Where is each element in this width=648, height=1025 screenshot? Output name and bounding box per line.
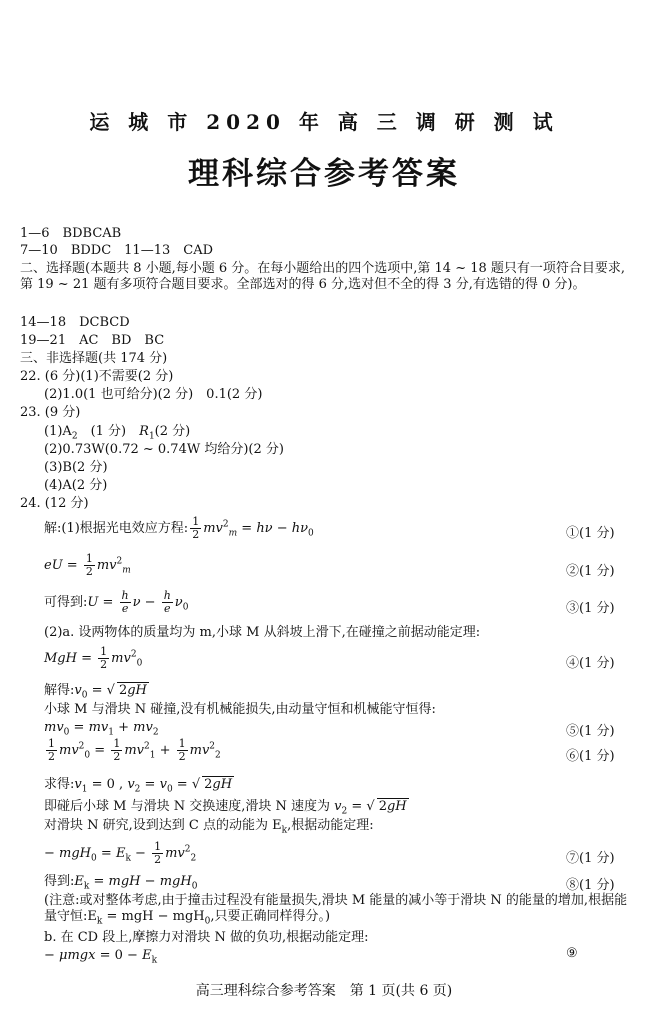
score-mark-7: ⑦(1 分) bbox=[566, 851, 615, 866]
q24-step3: 可得到:U = $\frac{h}{e}$ ν − $\frac{h}{e}$ $\nu_0$ bbox=[44, 589, 189, 615]
answer-line-14-18: 14—18 DCBCD bbox=[20, 315, 130, 330]
q23-heading: 23. (9 分) bbox=[20, 405, 81, 420]
score-mark-2: ②(1 分) bbox=[566, 564, 615, 579]
q24-step16: b. 在 CD 段上,摩擦力对滑块 N 做的负功,根据动能定理: bbox=[44, 930, 369, 945]
q23-line-2: (2)0.73W(0.72 ~ 0.74W 均给分)(2 分) bbox=[44, 442, 284, 457]
q24-step12: 对滑块 N 研究,设到达到 C 点的动能为 $E_k$,根据动能定理: bbox=[44, 818, 374, 836]
score-mark-1: ①(1 分) bbox=[566, 526, 615, 541]
q23-line-4: (4)A(2 分) bbox=[44, 478, 108, 493]
q23-part1-score: (1 分) bbox=[90, 424, 127, 439]
exam-title: 运 城 市 2020 年 高 三 调 研 测 试 bbox=[89, 110, 559, 134]
score-mark-5: ⑤(1 分) bbox=[566, 724, 615, 739]
q24-step14: 得到$:E_k$ = mgH − mgH$_0$ bbox=[44, 874, 198, 892]
step12-text-b: ,根据动能定理: bbox=[287, 818, 374, 833]
answer-line-1-6: 1—6 BDBCAB bbox=[20, 226, 122, 241]
step6-text: 解得: bbox=[44, 683, 75, 698]
step1-text: 解:(1)根据光电效应方程: bbox=[44, 521, 189, 536]
q24-step1: 解:(1)根据光电效应方程: $\frac{1}{2}$ $mv^2_m = h\nu - h\nu_0$ bbox=[44, 515, 314, 541]
section-three-heading: 三、非选择题(共 174 分) bbox=[20, 351, 168, 366]
score-mark-6: ⑥(1 分) bbox=[566, 749, 615, 764]
note-text-a: (注意:或对整体考虑,由于撞击过程没有能量损失,滑块 M 能量的减小等于滑块 N 的能量的增加,根据能量守恒:E bbox=[44, 893, 628, 924]
q22-line-1: 22. (6 分)(1)不需要(2 分) bbox=[20, 369, 174, 384]
q24-heading: 24. (12 分) bbox=[20, 496, 89, 511]
page-footer: 高三理科综合参考答案 第 1 页(共 6 页) bbox=[195, 983, 453, 999]
step10-text: 求得: bbox=[44, 777, 75, 792]
answer-line-19-21: 19—21 AC BD BC bbox=[20, 333, 165, 348]
note-text-c: ,只要正确同样得分。) bbox=[210, 909, 331, 924]
step3-text: 可得到: bbox=[44, 595, 88, 610]
score-mark-8: ⑧(1 分) bbox=[566, 878, 615, 893]
q24-step7: 小球 M 与滑块 N 碰撞,没有机械能损失,由动量守恒和机械能守恒得: bbox=[44, 702, 436, 717]
q24-step5: MgH = $\frac{1}{2}$ $mv^2_0$ bbox=[44, 645, 143, 671]
q24-note: (注意:或对整体考虑,由于撞击过程没有能量损失,滑块 M 能量的减小等于滑块 N 的能量的增加,根据能量守恒$:E_k$ = mgH − mgH$_0$,只要正确同样得分。) bbox=[44, 893, 628, 927]
q23-part1-score-r1: (2 分) bbox=[154, 424, 191, 439]
score-mark-4: ④(1 分) bbox=[566, 656, 615, 671]
q24-step9: $\frac{1}{2}$ $mv^2_0$ = $\frac{1}{2}$ $mv^2_1$ + $\frac{1}{2}$ $mv^2_2$ bbox=[48, 737, 221, 763]
step12-text: 对滑块 N 研究,设到达到 C 点的动能为 E bbox=[44, 818, 282, 833]
q24-step10: 求得$:v_1 = 0$ , $v_2 = v_0$ = √ 2gH bbox=[44, 777, 233, 795]
q24-step11: 即碰后小球 M 与滑块 N 交换速度,滑块 N 速度为 $v_2$ = √ 2gH bbox=[44, 799, 407, 817]
step11-text: 即碰后小球 M 与滑块 N 交换速度,滑块 N 速度为 bbox=[44, 799, 330, 814]
q24-step13: − $mgH_0 = E_k$ − $\frac{1}{2}$ $mv^2_2$ bbox=[44, 840, 197, 866]
q24-step6: 解得$:v_0$ = √ 2gH bbox=[44, 683, 147, 701]
step14-text: 得到: bbox=[44, 874, 75, 889]
q24-step4-text: (2)a. 设两物体的质量均为 m,小球 M 从斜坡上滑下,在碰撞之前据动能定理: bbox=[44, 625, 481, 640]
section-two-instructions: 二、选择题(本题共 8 小题,每小题 6 分。在每小题给出的四个选项中,第 14 ~ 18 题只有一项符合目要求,第 19 ~ 21 题有多项符合题目要求。全部选对的得 6 分,选对但不全的得 3 分,有选错的得 0 分)。 bbox=[20, 261, 626, 292]
answer-line-7-13: 7—10 BDDC 11—13 CAD bbox=[20, 243, 214, 258]
score-mark-9: ⑨ bbox=[566, 946, 578, 961]
q24-step8: $mv_0 = mv_1 + mv_2$ bbox=[44, 720, 159, 738]
note-text-b: = mgH − mgH bbox=[102, 909, 205, 924]
q22-line-2: (2)1.0(1 也可给分)(2 分) 0.1(2 分) bbox=[44, 387, 263, 402]
q24-step17: − $\mu mgx = 0 - E_k$ bbox=[44, 948, 158, 966]
score-mark-3: ③(1 分) bbox=[566, 601, 615, 616]
q23-line-3: (3)B(2 分) bbox=[44, 460, 108, 475]
q23-part1-answer: (1)A bbox=[44, 424, 72, 439]
q23-line-1: $(1)A_2$ (1 分) $R_1(2$ 分) bbox=[44, 424, 191, 442]
answer-key-title: 理科综合参考答案 bbox=[188, 156, 460, 192]
q24-step2: eU = $\frac{1}{2}$ $mv^2_m$ bbox=[44, 552, 131, 578]
